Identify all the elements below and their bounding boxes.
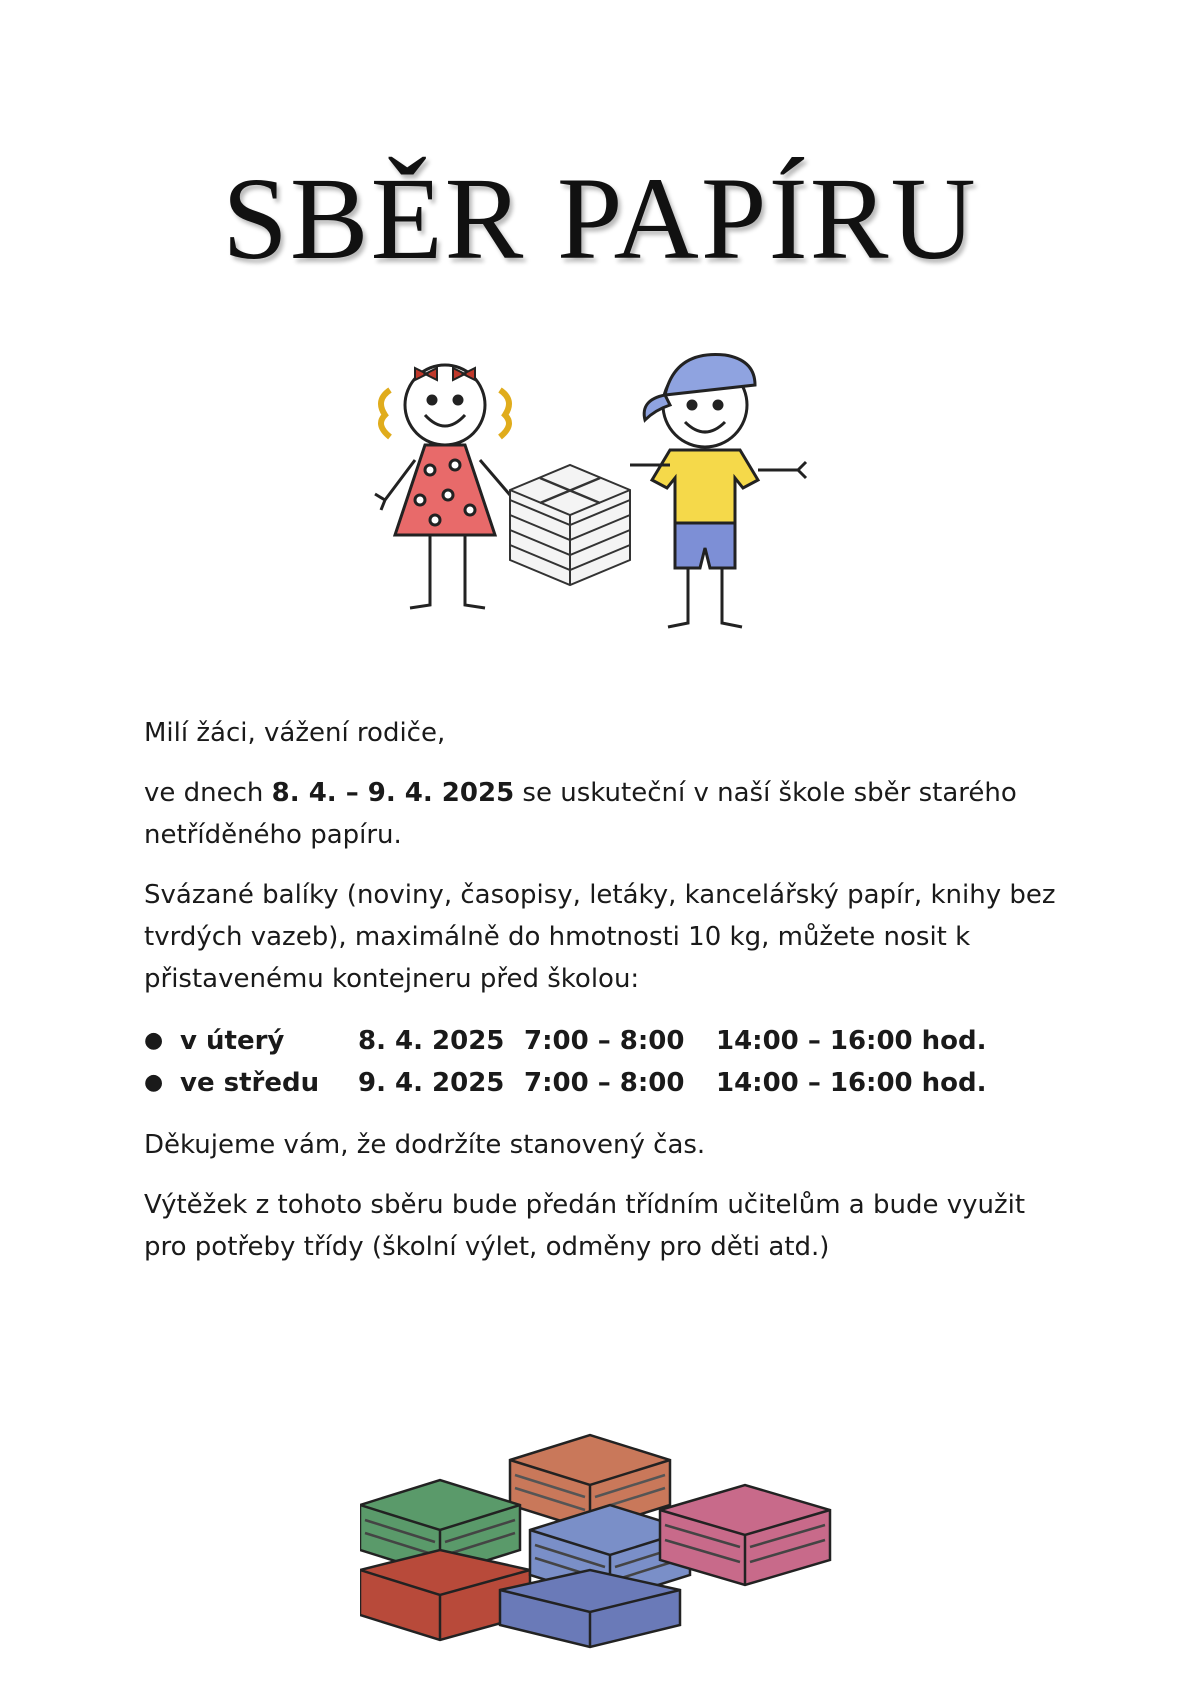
intro-before: ve dnech	[144, 778, 272, 808]
schedule-date: 8. 4. 2025	[358, 1026, 505, 1056]
schedule-afternoon: 14:00 – 16:00 hod.	[716, 1026, 987, 1056]
bullet-icon: ●	[144, 1070, 164, 1095]
kids-with-paper-illustration	[370, 350, 820, 650]
schedule-morning: 7:00 – 8:00	[524, 1026, 685, 1056]
instructions-paragraph: Svázané balíky (noviny, časopisy, letáky, kancelářský papír, knihy bez tvrdých vazeb), maximálně do hmotnosti 10 kg, můžete nosit k přistavenému kontejneru před školou:	[144, 880, 1056, 994]
collection-dates: 8. 4. – 9. 4. 2025	[271, 778, 515, 808]
greeting: Milí žáci, vážení rodiče,	[144, 718, 446, 748]
schedule-day: ve středu	[180, 1068, 320, 1098]
schedule-day: v úterý	[180, 1026, 285, 1056]
letter-body	[144, 712, 1064, 1286]
schedule-date: 9. 4. 2025	[358, 1068, 505, 1098]
schedule-afternoon: 14:00 – 16:00 hod.	[716, 1068, 987, 1098]
intro-paragraph	[144, 772, 1064, 856]
paper-bundle	[510, 465, 630, 585]
girl-figure	[375, 365, 510, 608]
thanks-paragraph: Děkujeme vám, že dodržíte stanovený čas.	[144, 1130, 706, 1160]
proceeds-paragraph: Výtěžek z tohoto sběru bude předán třídním učitelům a bude využit pro potřeby třídy (školní výlet, odměny pro děti atd.)	[144, 1190, 1026, 1262]
bullet-icon: ●	[144, 1028, 164, 1053]
paper-bundles-pile-illustration	[360, 1420, 860, 1650]
page-title: SBĚR PAPÍRU	[222, 153, 978, 284]
schedule-row	[144, 1020, 1064, 1062]
boy-figure	[630, 355, 806, 628]
schedule-row	[144, 1062, 1064, 1104]
intro-after: se uskuteční v naší škole sběr starého netříděného papíru.	[144, 778, 1017, 850]
schedule-morning: 7:00 – 8:00	[524, 1068, 685, 1098]
schedule-list	[144, 1020, 1064, 1104]
